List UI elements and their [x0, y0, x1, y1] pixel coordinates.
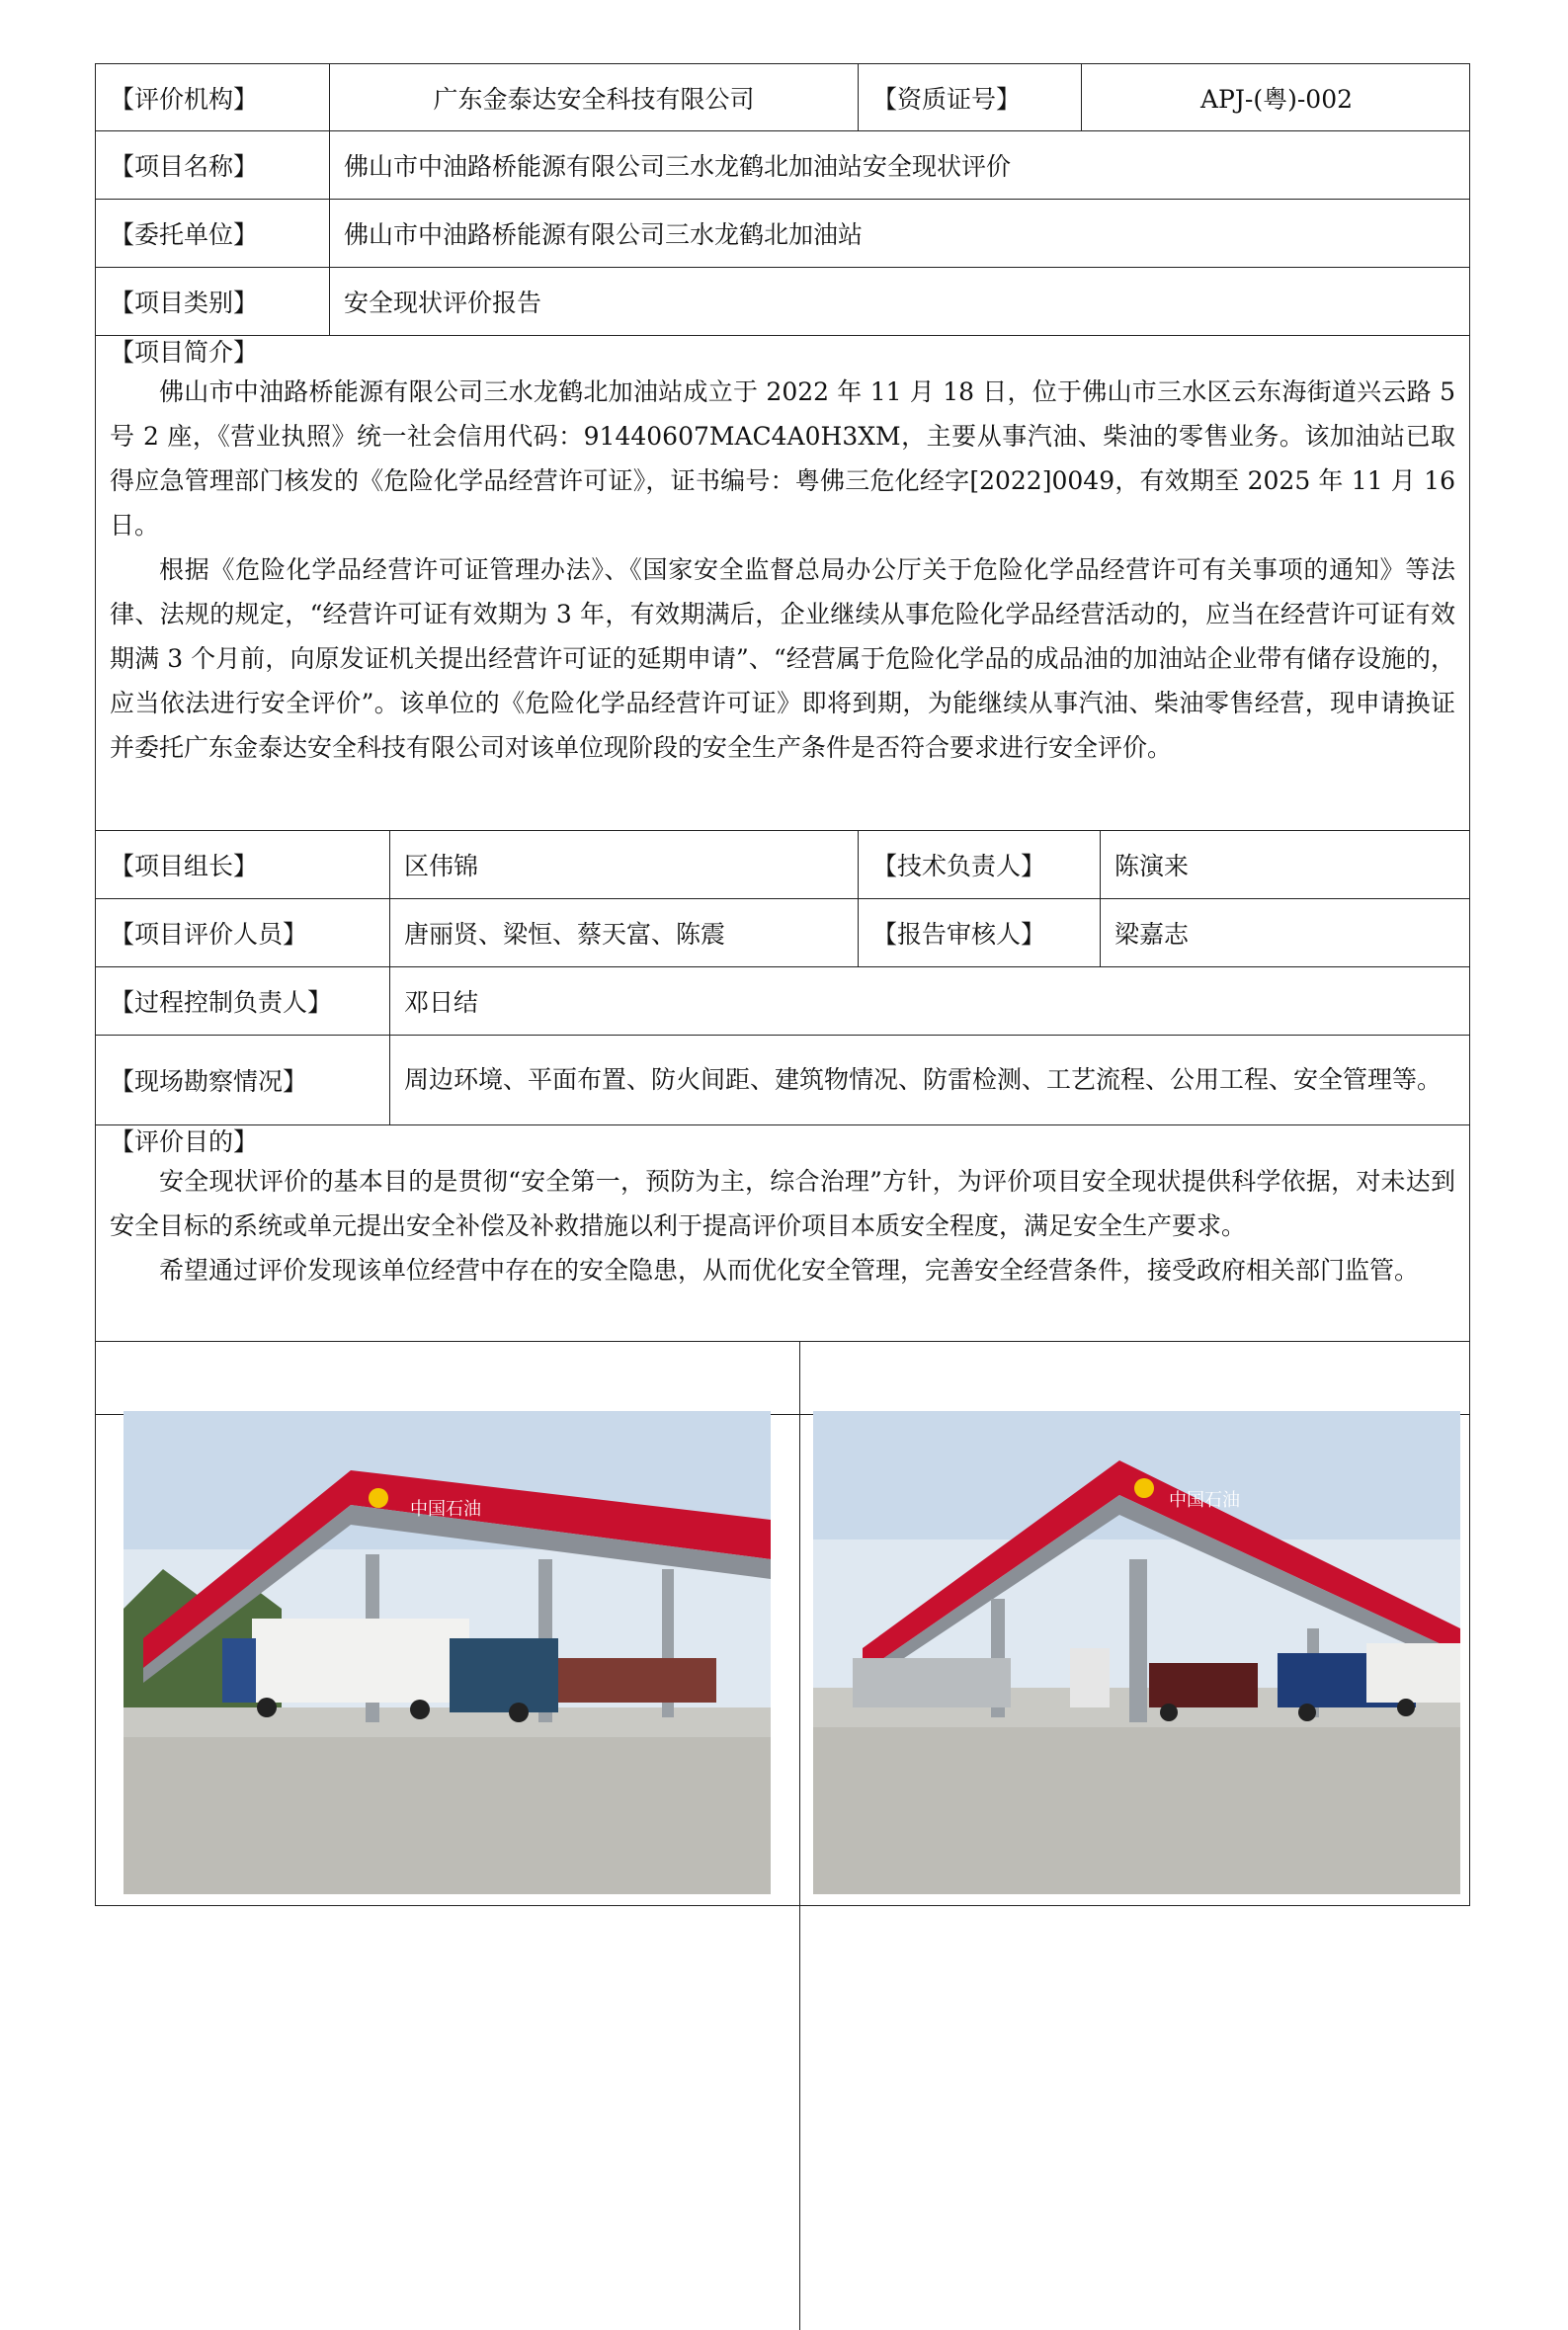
process-label: 【过程控制负责人】 [96, 967, 390, 1035]
purpose-label: 【评价目的】 [110, 1127, 259, 1156]
survey-label: 【现场勘察情况】 [96, 1036, 390, 1124]
members-label: 【项目评价人员】 [96, 899, 390, 966]
survey-row [96, 1036, 1469, 1125]
leader-row [96, 831, 1469, 899]
tech-label: 【技术负责人】 [859, 831, 1101, 898]
process-value: 邓日结 [404, 988, 479, 1017]
purpose-paragraph-1: 安全现状评价的基本目的是贯彻“安全第一，预防为主，综合治理”方针，为评价项目安全现状提供科学依据，对未达到安全目标的系统或单元提出安全补偿及补救措施以利于提高评价项目本质安全程度，满足安全生产要求。 [110, 1167, 1455, 1240]
project-name-label: 【项目名称】 [96, 131, 330, 199]
photo-frame-divider [799, 1399, 800, 1905]
purpose-paragraph-2: 希望通过评价发现该单位经营中存在的安全隐患，从而优化安全管理，完善安全经营条件，接受政府相关部门监管。 [159, 1256, 1420, 1285]
leader-value: 区伟锦 [390, 831, 859, 898]
reviewer-value: 梁嘉志 [1114, 920, 1190, 949]
client-label: 【委托单位】 [96, 200, 330, 267]
process-row [96, 967, 1469, 1036]
org-value: 广东金泰达安全科技有限公司 [330, 64, 859, 130]
reviewer-label: 【报告审核人】 [859, 899, 1101, 966]
intro-paragraph-1: 佛山市中油路桥能源有限公司三水龙鹤北加油站成立于 2022 年 11 月 18 日，位于佛山市三水区云东海街道兴云路 5 号 2 座，《营业执照》统一社会信用代码：91440607MAC4A0H3XM，主要从事汽油、柴油的零售业务。该加油站已取得应急管理部门核发的《危险化学品经营许可证》，证书编号：粤佛三危化经字[2022]0049，有效期至 2025 年 11 月 16 日。 [110, 377, 1455, 540]
org-label: 【评价机构】 [96, 64, 330, 130]
gas-station-photo-right [813, 1411, 1460, 1894]
cert-value: APJ-(粤)-002 [1199, 84, 1354, 114]
purpose-section [96, 1125, 1469, 1342]
brand-text-right: 中国石油 [1169, 1490, 1240, 1511]
category-label: 【项目类别】 [96, 268, 330, 335]
members-row [96, 899, 1469, 967]
brand-text-left: 中国石油 [410, 1499, 481, 1520]
report-table [95, 63, 1470, 1415]
category-value: 安全现状评价报告 [344, 289, 542, 317]
leader-label: 【项目组长】 [96, 831, 390, 898]
org-row [96, 64, 1469, 131]
project-name-row [96, 131, 1469, 200]
intro-label: 【项目简介】 [110, 338, 259, 367]
survey-value: 周边环境、平面布置、防火间距、建筑物情况、防雷检测、工艺流程、公用工程、安全管理等。 [404, 1065, 1443, 1094]
gas-station-photo-left [124, 1411, 771, 1894]
tech-value: 陈演来 [1114, 852, 1190, 880]
members-value: 唐丽贤、梁恒、蔡天富、陈震 [390, 899, 859, 966]
category-row [96, 268, 1469, 336]
client-value: 佛山市中油路桥能源有限公司三水龙鹤北加油站 [344, 220, 864, 249]
project-name-value: 佛山市中油路桥能源有限公司三水龙鹤北加油站安全现状评价 [344, 152, 1012, 181]
intro-section [96, 336, 1469, 831]
client-row [96, 200, 1469, 268]
intro-paragraph-2: 根据《危险化学品经营许可证管理办法》、《国家安全监督总局办公厅关于危险化学品经营许可有关事项的通知》等法律、法规的规定，“经营许可证有效期为 3 年，有效期满后，企业继续从事危险化学品经营活动的，应当在经营许可证有效期满 3 个月前，向原发证机关提出经营许可证的延期申请”、“经营属于危险化学品的成品油的加油站企业带有储存设施的，应当依法进行安全评价”。该单位的《危险化学品经营许可证》即将到期，为能继续从事汽油、柴油零售经营，现申请换证并委托广东金泰达安全科技有限公司对该单位现阶段的安全生产条件是否符合要求进行安全评价。 [110, 555, 1455, 762]
cert-label: 【资质证号】 [859, 64, 1082, 130]
